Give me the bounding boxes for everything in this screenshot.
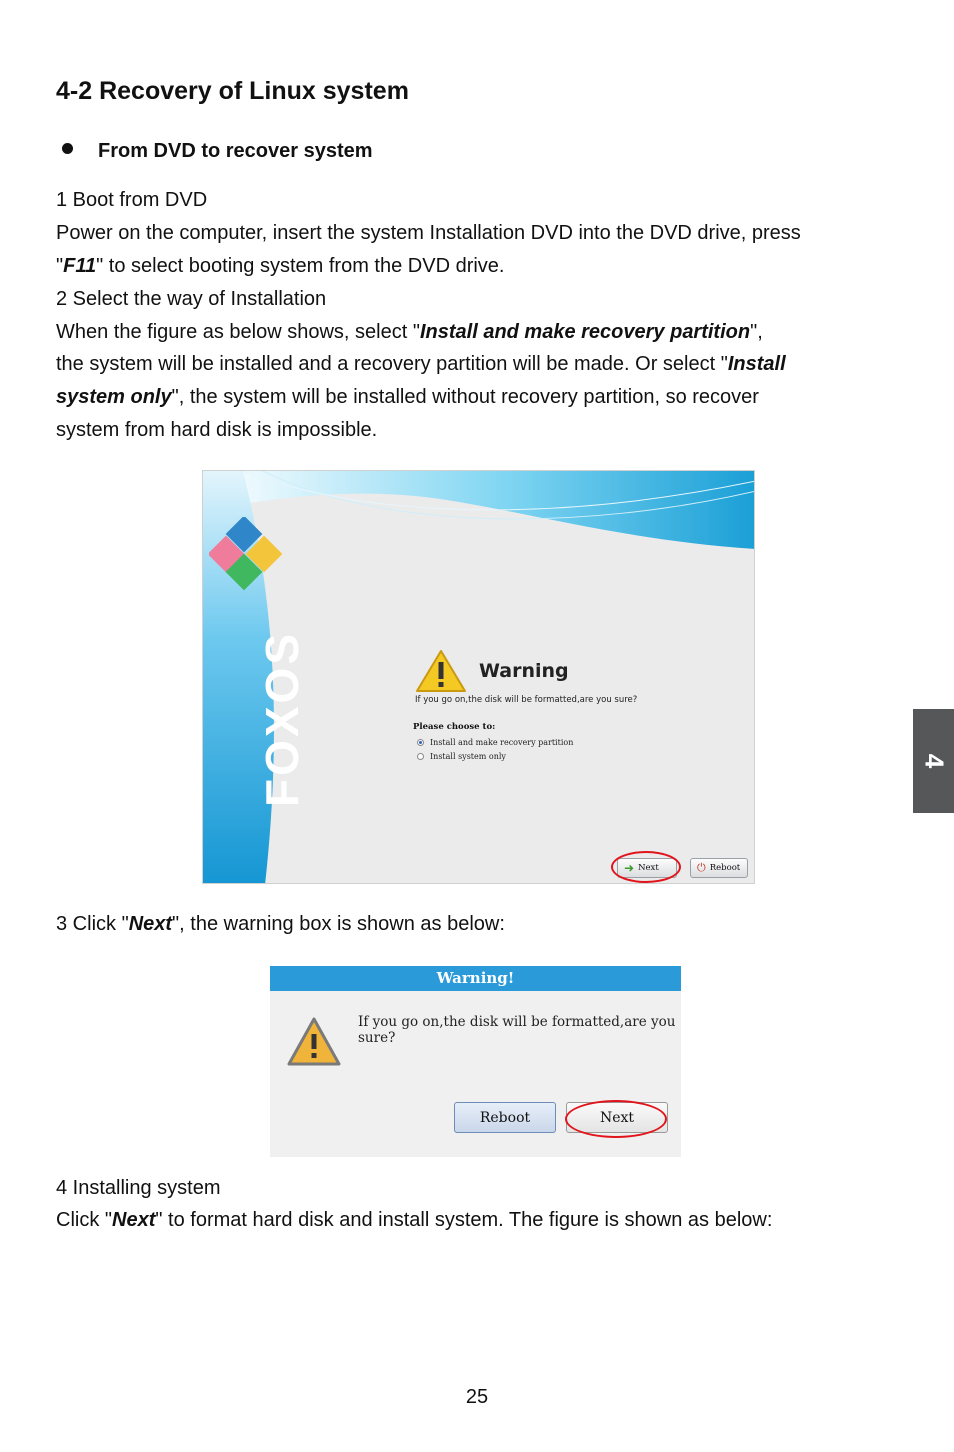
chapter-number: 4 (919, 753, 949, 769)
installer-screenshot (202, 470, 755, 884)
page-number: 25 (465, 1386, 489, 1408)
step4-title: 4 Installing system (56, 1177, 221, 1199)
step3-line: 3 Click "Next", the warning box is shown as below: (56, 913, 505, 935)
key-next: Next (128, 913, 173, 935)
chapter-tab (913, 709, 954, 813)
warning-message: If you go on,the disk will be formatted,are you sure? (415, 695, 638, 705)
step2-line2: the system will be installed and a recovery partition will be made. Or select "Install (56, 353, 786, 375)
subsection-title: From DVD to recover system (98, 140, 373, 162)
step3-post: , the warning box is shown as below: (179, 913, 505, 935)
key-next: Next (112, 1209, 156, 1231)
radio-label: Install system only (430, 752, 506, 761)
step2-l1-pre: When the figure as below shows, select (56, 321, 413, 343)
step4-pre: Click (56, 1209, 105, 1231)
highlight-ellipse (565, 1100, 667, 1138)
warning-dialog-screenshot (270, 966, 681, 1157)
radio-install-recovery[interactable] (417, 738, 573, 747)
reboot-button[interactable] (690, 858, 748, 878)
option-install-recovery: Install and make recovery partition (419, 321, 751, 343)
next-button-label: Next (599, 1109, 635, 1126)
step1-title: 1 Boot from DVD (56, 189, 208, 211)
step1-line2: "F11" to select booting system from the DVD drive. (56, 255, 505, 277)
puzzle-logo-icon (209, 517, 283, 591)
step2-title: 2 Select the way of Installation (56, 288, 327, 310)
foxos-brand: FOXOS (256, 630, 308, 807)
step2-line1: When the figure as below shows, select "Install and make recovery partition", (56, 321, 763, 343)
reboot-button-label: Reboot (709, 863, 741, 873)
step2-line4: system from hard disk is impossible. (56, 419, 378, 441)
reboot-button[interactable] (454, 1102, 556, 1133)
step2-l2-pre: the system will be installed and a recovery partition will be made. Or select (56, 353, 721, 375)
step2-l3-post: , the system will be installed without recovery partition, so recover (178, 386, 759, 408)
bullet-dot (62, 143, 73, 154)
reboot-button-label: Reboot (479, 1109, 531, 1126)
step1-line2-text: to select booting system from the DVD drive. (103, 255, 505, 277)
warning-icon (286, 1016, 342, 1068)
step4-post: to format hard disk and install system. The figure is shown as below: (162, 1209, 773, 1231)
top-swoosh (203, 471, 755, 549)
step1-line1: Power on the computer, insert the system Installation DVD into the DVD drive, press (56, 222, 801, 244)
step4-line: Click "Next" to format hard disk and install system. The figure is shown as below: (56, 1209, 773, 1231)
section-title: 4-2 Recovery of Linux system (56, 77, 409, 105)
highlight-ellipse (611, 851, 681, 883)
step3-pre: 3 Click (56, 913, 122, 935)
radio-install-only[interactable] (417, 752, 506, 761)
arrow-right-icon: ➜ (624, 861, 635, 875)
warning-title: Warning (479, 660, 569, 682)
reboot-icon: ⏻ (697, 861, 706, 874)
option-install-only-b: system only (56, 386, 172, 408)
radio-label: Install and make recovery partition (430, 738, 574, 747)
radio-selected-icon[interactable] (417, 739, 424, 746)
dialog-message: If you go on,the disk will be formatted,are you sure? (358, 1014, 676, 1046)
radio-unselected-icon[interactable] (417, 753, 424, 760)
warning-icon (415, 649, 467, 693)
dialog-title-bar: Warning! (270, 966, 681, 991)
next-button-label: Next (638, 863, 659, 873)
step2-l1-post: , (757, 321, 763, 343)
choose-label: Please choose to: (413, 722, 496, 732)
key-f11: F11 (63, 255, 97, 277)
option-install-only-a: Install (727, 353, 786, 375)
step2-line3: system only", the system will be installed without recovery partition, so recover (56, 386, 759, 408)
